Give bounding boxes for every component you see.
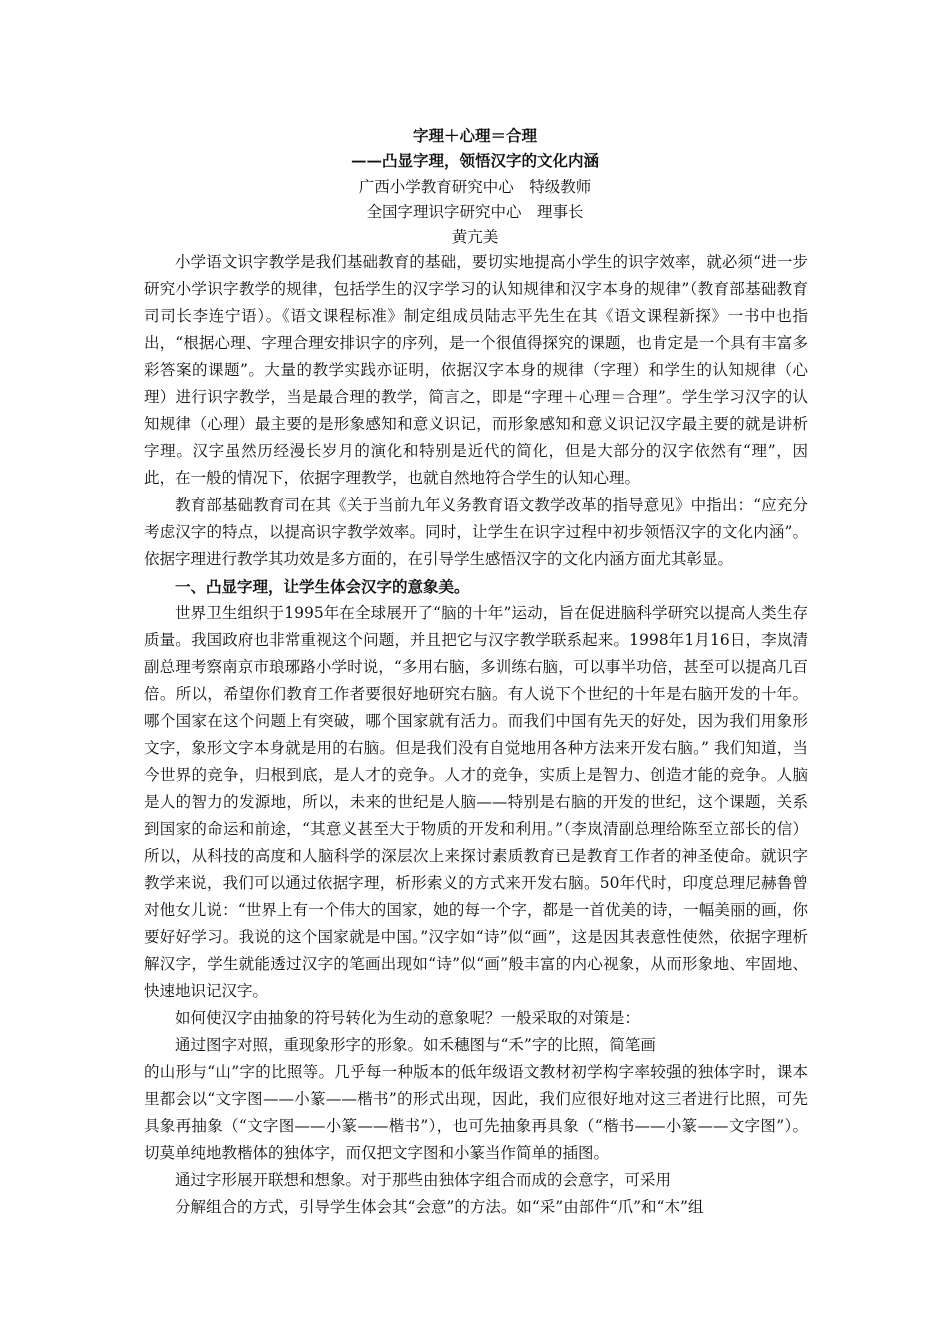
paragraph: 小学语文识字教学是我们基础教育的基础，要切实地提高小学生的识字效率，就必须“进一步研究小学识字教学的规律，包括学生的汉字学习的认知规律和汉字本身的规律”（教育部基础教育司司长李连宁语）。《语文课程标准》制定组成员陆志平先生在其《语文课程新探》一书中也指出，“根据心理、字理合理安排识字的序列，是一个很值得探究的课题，也肯定是一个具有丰富多彩答案的课题”。大量的教学实践亦证明，依据汉字本身的规律（字理）和学生的认知规律（心理）进行识字教学，当是最合理的教学，简言之，即是“字理＋心理＝合理”。学生学习汉字的认知规律（心理）最主要的是形象感知和意义识记，而形象感知和意义识记汉字最主要的就是讲析字理。汉字虽然历经漫长岁月的演化和特别是近代的简化，但是大部分的汉字依然有“理”，因此，在一般的情况下，依据字理教学，也就自然地符合学生的认知心理。 (144, 253, 808, 487)
paragraph: 教育部基础教育司在其《关于当前九年义务教育语文教学改革的指导意见》中指出：“应充分考虑汉字的特点，以提高识字教学效率。同时，让学生在识字过程中初步领悟汉字的文化内涵”。依据字理进行教学其功效是多方面的，在引导学生感悟汉字的文化内涵方面尤其彰显。 (144, 496, 808, 568)
paragraph: 通过图字对照，重现象形字的形象。如禾穗图与“禾”字的比照，简笔画 (175, 1036, 656, 1054)
paragraph: 世界卫生组织于1995年在全球展开了“脑的十年”运动，旨在促进脑科学研究以提高人类生存质量。我国政府也非常重视这个问题，并且把它与汉字教学联系起来。1998年1月16日，李岚清副总理考察南京市琅琊路小学时说，“多用右脑，多训练右脑，可以事半功倍，甚至可以提高几百倍。所以，希望你们教育工作者要很好地研究右脑。有人说下个世纪的十年是右脑开发的十年。哪个国家在这个问题上有突破，哪个国家就有活力。而我们中国有先天的好处，因为我们用象形文字，象形文字本身就是用的右脑。但是我们没有自觉地用各种方法来开发右脑。” 我们知道，当今世界的竞争，归根到底，是人才的竞争。人才的竞争，实质上是智力、创造才能的竞争。人脑是人的智力的发源地，所以，未来的世纪是人脑——特别是右脑的开发的世纪，这个课题，关系到国家的命运和前途，“其意义甚至大于物质的开发和利用。”（李岚清副总理给陈至立部长的信）所以，从科技的高度和人脑科学的深层次上来探讨素质教育已是教育工作者的神圣使命。就识字教学来说，我们可以通过依据字理，析形索义的方式来开发右脑。50年代时，印度总理尼赫鲁曾对他女儿说：“世界上有一个伟大的国家，她的每一个字，都是一首优美的诗，一幅美丽的画，你要好好学习。我说的这个国家就是中国。”汉字如“诗”似“画”，这是因其表意性使然，依据字理析解汉字，学生就能透过汉字的笔画出现如“诗”似“画”般丰富的内心视象，从而形象地、牢固地、快速地识记汉字。 (144, 604, 808, 1000)
author-affiliation-1: 广西小学教育研究中心 特级教师 (358, 178, 592, 196)
paragraph: 分解组合的方式，引导学生体会其“会意”的方法。如“采”由部件“爪”和“木”组 (175, 1198, 704, 1216)
paragraph: 通过字形展开联想和想象。对于那些由独体字组合而成的会意字，可采用 (175, 1171, 672, 1189)
author-affiliation-2: 全国字理识字研究中心 理事长 (366, 203, 584, 221)
paragraph: 如何使汉字由抽象的符号转化为生动的意象呢？一般采取的对策是： (175, 1009, 641, 1027)
author-name: 黄亢美 (451, 228, 499, 246)
section-heading: 一、凸显字理，让学生体会汉字的意象美。 (175, 577, 470, 596)
paragraph: 的山形与“山”字的比照等。几乎每一种版本的低年级语文教材初学构字率较强的独体字时，课本里都会以“文字图——小篆——楷书”的形式出现，因此，我们应很好地对这三者进行比照，可先具象再抽象（“文字图——小篆——楷书”），也可先抽象再具象（“楷书——小篆——文字图”）。切莫单纯地教楷体的独体字，而仅把文字图和小篆当作简单的插图。 (144, 1063, 808, 1162)
document-body (144, 249, 808, 1221)
document-title: 字理＋心理＝合理 (412, 126, 537, 145)
document-subtitle: ——凸显字理，领悟汉字的文化内涵 (350, 151, 599, 170)
